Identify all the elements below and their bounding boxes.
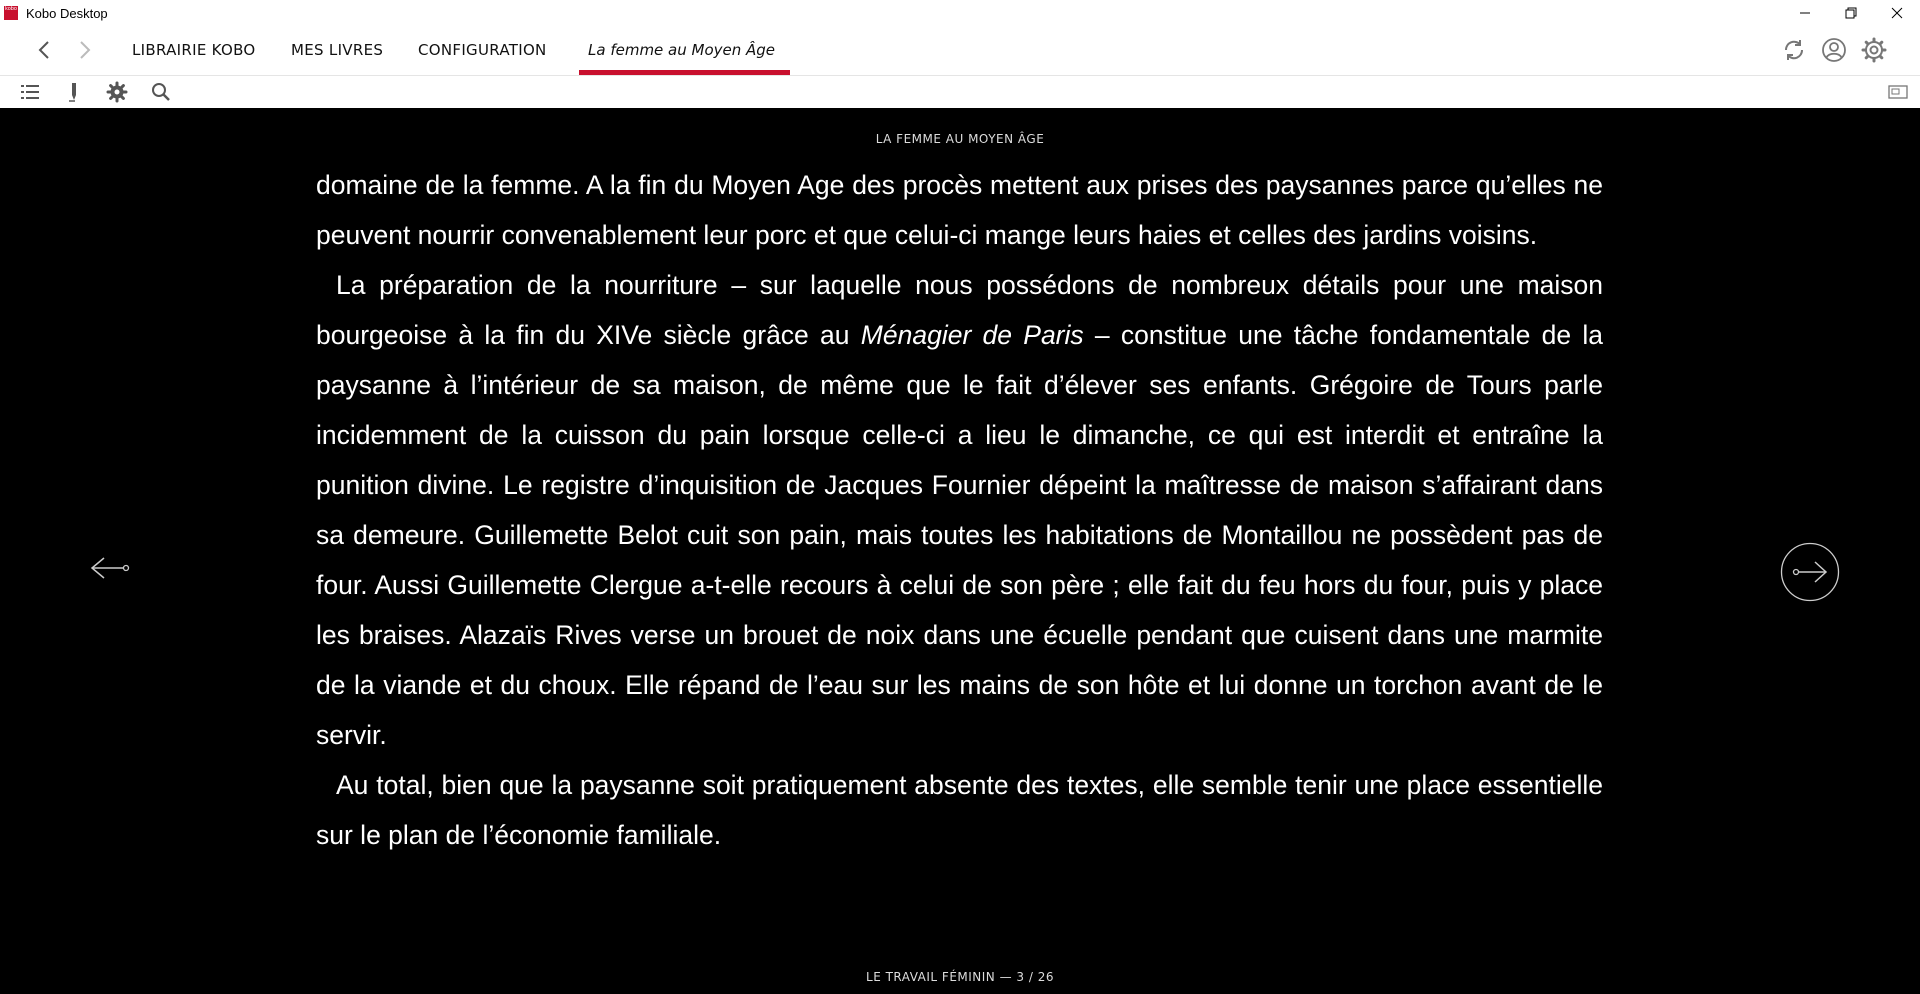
main-navigation-bar: [0, 26, 1920, 75]
chapter-page-indicator: LE TRAVAIL FÉMININ — 3 / 26: [866, 970, 1054, 984]
back-button[interactable]: [32, 38, 56, 62]
book-title-italic: Ménagier de Paris: [860, 320, 1084, 350]
account-button[interactable]: [1820, 36, 1848, 64]
paragraph: [316, 260, 1603, 760]
table-of-contents-button[interactable]: [18, 80, 42, 104]
settings-icon: [1861, 37, 1887, 63]
sync-icon: [1781, 37, 1807, 63]
window-title: Kobo Desktop: [26, 5, 108, 21]
fullscreen-button[interactable]: [1886, 80, 1910, 104]
window-title-bar: [0, 0, 1920, 26]
arrow-left-icon: [86, 544, 134, 592]
tab-mes-livres[interactable]: MES LIVRES: [291, 41, 384, 59]
arrow-right-icon: [1780, 542, 1840, 602]
search-icon: [150, 81, 172, 103]
previous-page-button[interactable]: [86, 544, 134, 592]
reading-settings-icon: [106, 81, 128, 103]
close-icon: [1891, 7, 1903, 19]
close-button[interactable]: [1874, 0, 1920, 26]
window-controls: [1782, 0, 1920, 26]
table-of-contents-icon: [19, 81, 41, 103]
page-text: [316, 160, 1603, 860]
annotations-button[interactable]: [62, 80, 86, 104]
fullscreen-icon: [1887, 81, 1909, 103]
forward-button[interactable]: [73, 38, 97, 62]
annotations-icon: [63, 81, 85, 103]
paragraph-text: – constitue une tâche fondamentale de la paysanne à l’intérieur de sa maison, de même que le fait d’élever ses enfants. Grégoire de Tours parle incidemment de la cuisson du pain lorsque celle-ci a lieu le dimanche, ce qui est interdit et entraîne la punition divine. Le registre d’inquisition de Jacques Fournier dépeint la maîtresse de maison s’affairant dans sa demeure. Guillemette Belot cuit son pain, mais toutes les habitations de Montaillou ne possèdent pas de four. Aussi Guillemette Clergue a-t-elle recours à celui de son père ; elle fait du feu hors du four, puis y place les braises. Alazaïs Rives verse un brouet de noix dans une écuelle pendant que cuisent dans une marmite de la viande et du choux. Elle répand de l’eau sur les mains de son hôte et lui donne un torchon avant de le servir.: [316, 320, 1604, 750]
tab-configuration[interactable]: CONFIGURATION: [418, 41, 547, 59]
logo-text: kobo: [4, 6, 17, 12]
search-button[interactable]: [149, 80, 173, 104]
restore-icon: [1845, 7, 1857, 19]
paragraph-text: La préparation de la nourriture – sur laquelle nous possédons de nombreux détails pour une maison bourgeoise à la fin du XIVe siècle grâce au: [316, 270, 1603, 350]
app-settings-button[interactable]: [1860, 36, 1888, 64]
chevron-right-icon: [78, 40, 92, 60]
kobo-logo-icon: [4, 6, 18, 20]
chevron-left-icon: [37, 40, 51, 60]
minimize-icon: [1799, 7, 1811, 19]
tab-current-book[interactable]: La femme au Moyen Âge: [588, 41, 776, 59]
next-page-button[interactable]: [1780, 542, 1840, 602]
minimize-button[interactable]: [1782, 0, 1828, 26]
paragraph: Au total, bien que la paysanne soit pratiquement absente des textes, elle semble tenir une place essentielle sur le plan de l’économie familiale.: [316, 770, 1603, 850]
reading-area[interactable]: [0, 108, 1920, 994]
reader-toolbar: [0, 75, 1920, 109]
reading-settings-button[interactable]: [105, 80, 129, 104]
paragraph: domaine de la femme. A la fin du Moyen Age des procès mettent aux prises des paysannes parce qu’elles ne peuvent nourrir convenablement leur porc et que celui-ci mange leurs haies et celles des jardins voisins.: [316, 170, 1603, 250]
account-icon: [1821, 37, 1847, 63]
sync-button[interactable]: [1780, 36, 1808, 64]
restore-button[interactable]: [1828, 0, 1874, 26]
running-header: LA FEMME AU MOYEN ÂGE: [875, 132, 1045, 146]
tab-librairie-kobo[interactable]: LIBRAIRIE KOBO: [132, 41, 256, 59]
